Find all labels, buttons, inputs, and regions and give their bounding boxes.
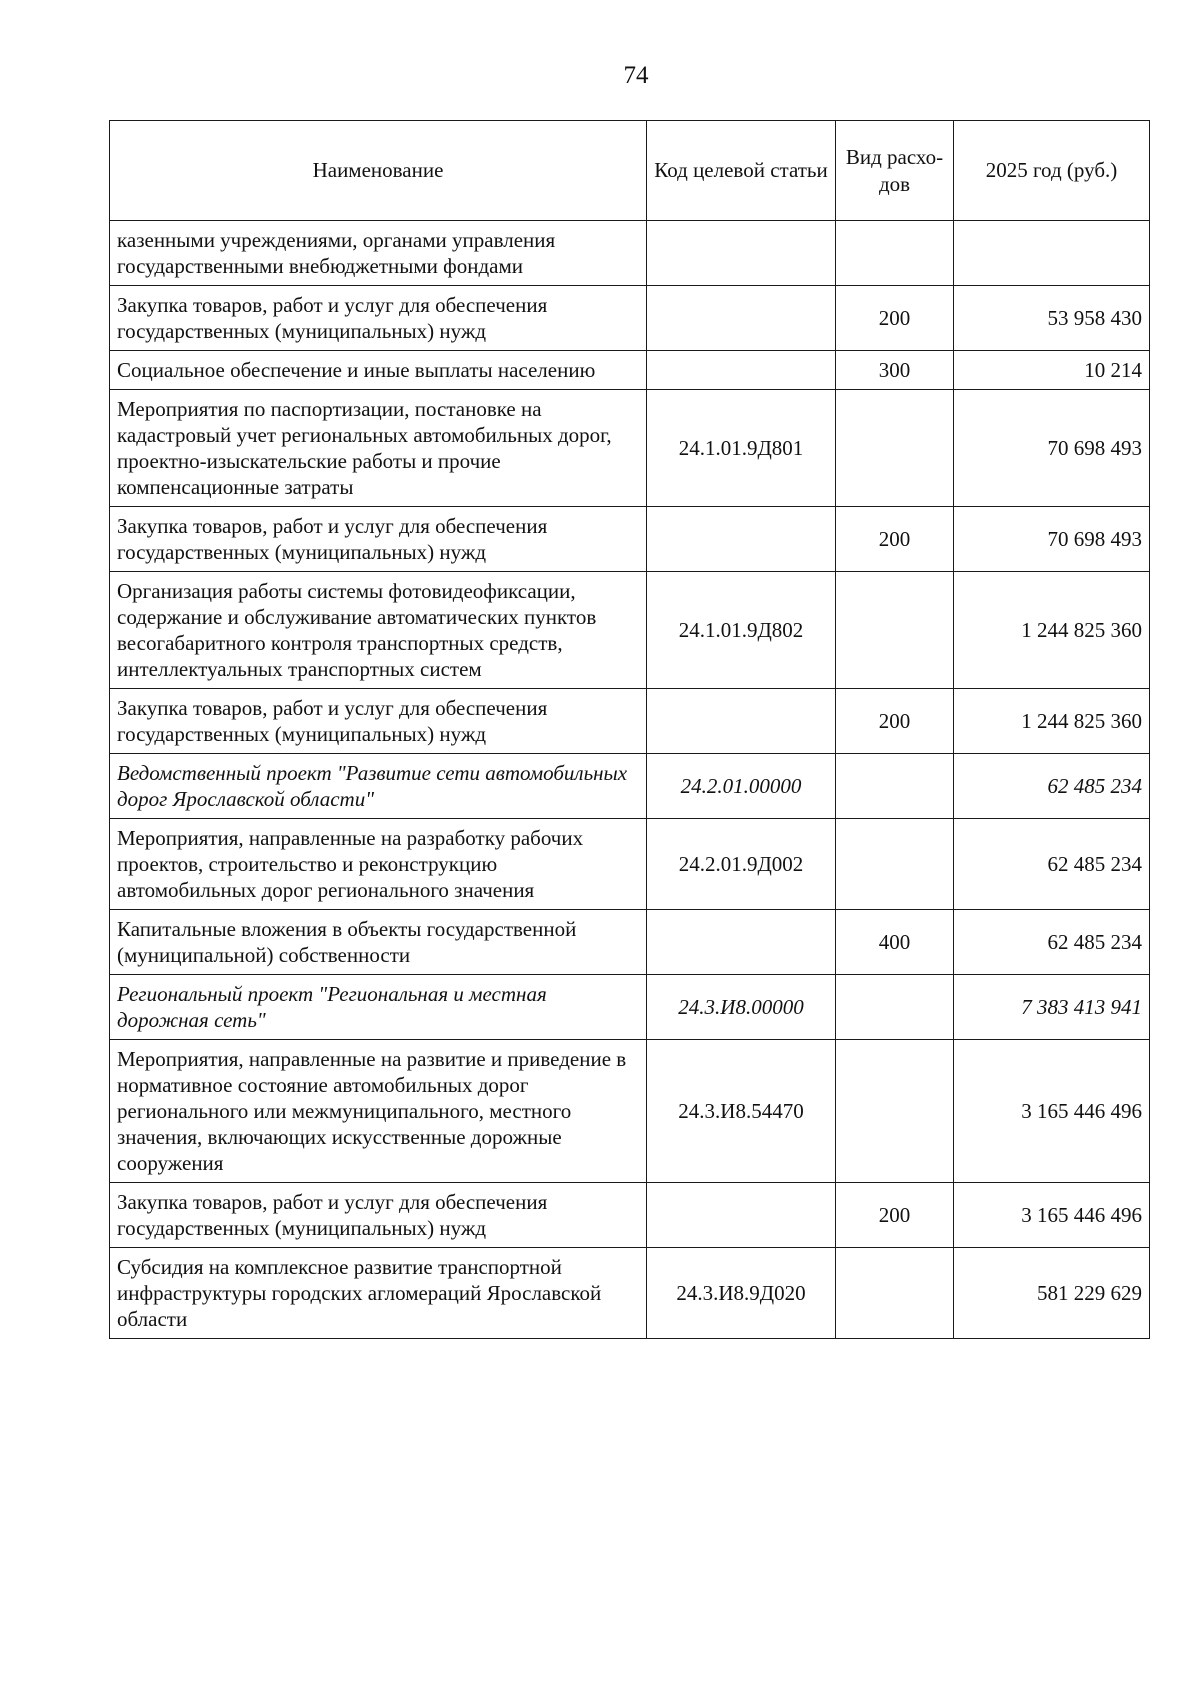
row-code	[647, 351, 836, 390]
row-amount: 1 244 825 360	[954, 689, 1150, 754]
header-name: Наименование	[110, 121, 647, 221]
row-code: 24.1.01.9Д802	[647, 572, 836, 689]
row-kind	[836, 1040, 954, 1183]
header-amount: 2025 год (руб.)	[954, 121, 1150, 221]
row-kind: 200	[836, 689, 954, 754]
row-name: Закупка товаров, работ и услуг для обеспечения государственных (муниципальных) нужд	[110, 286, 647, 351]
row-name: Субсидия на комплексное развитие транспортной инфраструктуры городских агломераций Ярославской области	[110, 1248, 647, 1339]
row-name: Ведомственный проект "Развитие сети автомобильных дорог Ярославской области"	[110, 754, 647, 819]
row-amount: 70 698 493	[954, 390, 1150, 507]
table-row	[110, 754, 1150, 819]
row-code	[647, 221, 836, 286]
row-name: Закупка товаров, работ и услуг для обеспечения государственных (муниципальных) нужд	[110, 1183, 647, 1248]
table-row	[110, 507, 1150, 572]
page-number: 74	[623, 62, 649, 89]
row-kind	[836, 390, 954, 507]
row-code: 24.3.И8.54470	[647, 1040, 836, 1183]
row-amount: 581 229 629	[954, 1248, 1150, 1339]
row-code: 24.2.01.9Д002	[647, 819, 836, 910]
row-kind: 200	[836, 1183, 954, 1248]
row-name: Мероприятия, направленные на разработку рабочих проектов, строительство и реконструкцию автомобильных дорог регионального значения	[110, 819, 647, 910]
row-amount: 62 485 234	[954, 819, 1150, 910]
table-row	[110, 221, 1150, 286]
table-row	[110, 351, 1150, 390]
table-header-row	[110, 121, 1150, 221]
row-kind	[836, 819, 954, 910]
row-code	[647, 689, 836, 754]
row-kind	[836, 221, 954, 286]
row-amount: 70 698 493	[954, 507, 1150, 572]
table-row	[110, 572, 1150, 689]
row-kind	[836, 1248, 954, 1339]
row-amount: 62 485 234	[954, 754, 1150, 819]
row-kind: 400	[836, 910, 954, 975]
row-name: Организация работы системы фотовидеофиксации, содержание и обслуживание автоматических пунктов весогабаритного контроля транспортных средств, интеллектуальных транспортных систем	[110, 572, 647, 689]
table-row	[110, 910, 1150, 975]
table-row	[110, 689, 1150, 754]
row-amount: 3 165 446 496	[954, 1183, 1150, 1248]
row-amount	[954, 221, 1150, 286]
table-row	[110, 1248, 1150, 1339]
row-code: 24.2.01.00000	[647, 754, 836, 819]
table-row	[110, 1183, 1150, 1248]
row-code	[647, 286, 836, 351]
table-row	[110, 975, 1150, 1040]
row-amount: 10 214	[954, 351, 1150, 390]
row-kind	[836, 754, 954, 819]
table-row	[110, 390, 1150, 507]
row-amount: 1 244 825 360	[954, 572, 1150, 689]
row-name: Капитальные вложения в объекты государственной (муниципальной) собственности	[110, 910, 647, 975]
table-row	[110, 819, 1150, 910]
table-row	[110, 1040, 1150, 1183]
row-code	[647, 507, 836, 572]
row-name: Мероприятия, направленные на развитие и приведение в нормативное состояние автомобильных дорог регионального или межмуниципального, местного значения, включающих искусственные дорожные сооружения	[110, 1040, 647, 1183]
row-code: 24.3.И8.00000	[647, 975, 836, 1040]
row-code: 24.1.01.9Д801	[647, 390, 836, 507]
row-kind: 200	[836, 286, 954, 351]
row-name: Региональный проект "Региональная и местная дорожная сеть"	[110, 975, 647, 1040]
row-amount: 3 165 446 496	[954, 1040, 1150, 1183]
budget-table	[109, 120, 1150, 1339]
row-name: Мероприятия по паспортизации, постановке на кадастровый учет региональных автомобильных дорог, проектно-изыскательские работы и прочие компенсационные затраты	[110, 390, 647, 507]
table-row	[110, 286, 1150, 351]
row-code	[647, 910, 836, 975]
header-kind: Вид расхо-дов	[836, 121, 954, 221]
row-name: казенными учреждениями, органами управления государственными внебюджетными фондами	[110, 221, 647, 286]
row-code: 24.3.И8.9Д020	[647, 1248, 836, 1339]
table-body	[110, 221, 1150, 1339]
row-kind: 200	[836, 507, 954, 572]
row-kind	[836, 975, 954, 1040]
row-kind	[836, 572, 954, 689]
row-kind: 300	[836, 351, 954, 390]
row-amount: 62 485 234	[954, 910, 1150, 975]
row-amount: 7 383 413 941	[954, 975, 1150, 1040]
row-name: Закупка товаров, работ и услуг для обеспечения государственных (муниципальных) нужд	[110, 689, 647, 754]
row-code	[647, 1183, 836, 1248]
header-code: Код целевой статьи	[647, 121, 836, 221]
row-name: Закупка товаров, работ и услуг для обеспечения государственных (муниципальных) нужд	[110, 507, 647, 572]
row-name: Социальное обеспечение и иные выплаты населению	[110, 351, 647, 390]
row-amount: 53 958 430	[954, 286, 1150, 351]
